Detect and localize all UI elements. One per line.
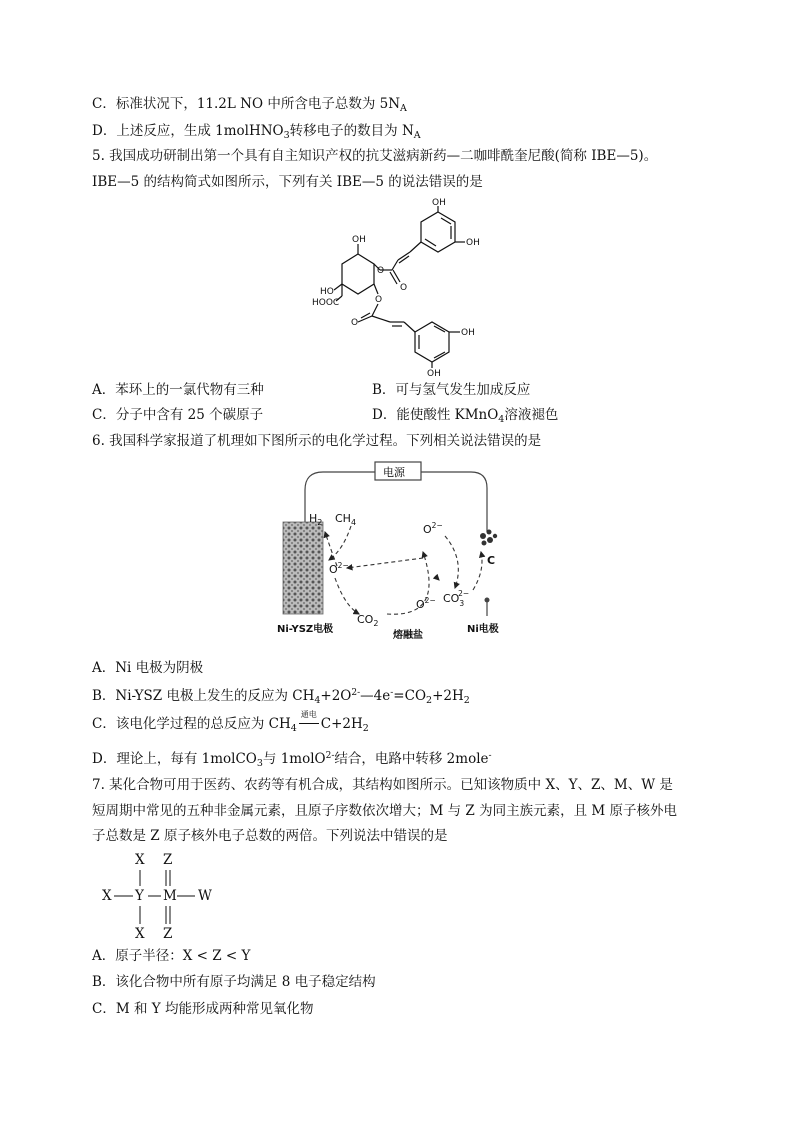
q5-stem-line2: IBE—5 的结构简式如图所示，下列有关 IBE—5 的说法错误的是 [92,174,483,190]
oh-label-top2: OH [466,238,480,248]
q7-stem-line1: 7. 某化合物可用于医药、农药等有机合成，其结构如图所示。已知该物质中 X、Y、Z、M、W 是 [92,777,673,793]
molten-salt-label: 熔融盐 [393,630,423,640]
atom-x-left: X [102,888,112,904]
q7-stem-line3: 子总数是 Z 原子核外电子总数的两倍。下列说法中错误的是 [92,828,448,844]
q7-option-c: C．M 和 Y 均能形成两种常见氧化物 [92,1001,314,1017]
q5-option-a: A．苯环上的一氯代物有三种 [92,382,264,398]
oh-label-ring: OH [352,235,366,245]
q4-option-c: C．标准状况下，11.2L NO 中所含电子总数为 $5N_A$ [92,96,407,114]
q6-option-b: B．Ni-YSZ 电极上发生的反应为 $CH_4+2O^{2-}—4e^-=CO_2+2H_2$ [92,688,470,706]
c-label: C [487,554,496,567]
atom-z-top: Z [163,852,173,868]
carbonyl-o-top: O [400,283,408,293]
o2-left-label: $O^{2-}$ [329,561,349,576]
q4-option-d: D．上述反应，生成 1molHNO$_3$转移电子的数目为 $N_A$ [92,123,421,141]
q7-structure [100,850,240,940]
o2-top-label: $O^{2-}$ [423,521,443,536]
power-label: 电源 [383,466,405,479]
oh-label-bot2: OH [427,369,441,376]
q6-stem: 6. 我国科学家报道了机理如下图所示的电化学过程。下列相关说法错误的是 [92,433,542,449]
o2-bottom-label: $O^{2-}$ [416,596,436,611]
q5-option-b: B．可与氢气发生加成反应 [372,382,531,398]
co3-label: $CO_32-$ [443,589,470,608]
atom-y: Y [135,888,144,904]
left-electrode-label: Ni-YSZ电极 [277,624,334,635]
right-electrode-label: Ni电极 [467,624,499,635]
carbon-deposit [480,530,497,546]
q7-bonds [100,850,240,940]
q5-stem-line1: 5. 我国成功研制出第一个具有自主知识产权的抗艾滋病新药—二咖啡酰奎尼酸(简称 IBE—5)。 [92,148,658,164]
q6-option-a: A．Ni 电极为阴极 [92,660,204,676]
ho-label-left: HO [320,287,334,297]
ni-ysz-electrode [283,522,323,614]
h2-label: $H_2$ [309,512,323,527]
atom-w: W [198,888,212,904]
atom-x-top: X [135,852,145,868]
q5-option-d: D．能使酸性 KMnO$_4$溶液褪色 [372,407,559,425]
q5-option-c: C．分子中含有 25 个碳原子 [92,407,264,423]
atom-x-bottom: X [135,926,145,942]
cooh-label: HOOC [312,298,340,308]
q7-stem-line2: 短周期中常见的五种非金属元素，且原子序数依次增大；M 与 Z 为同主族元素，且 M 原子核外电 [92,803,677,819]
atom-m: M [163,888,177,904]
q6-option-d: D．理论上，每有 1molCO$_3$与 1molO$^{2-}$结合，电路中转移 2mole- [92,751,492,769]
carbonyl-o-bottom: O [351,318,359,328]
ibe5-structure [300,198,500,376]
ester-o-bottom: O [375,295,383,305]
ester-o-top: O [377,266,385,276]
co2-label: $CO_2$ [357,613,379,628]
oh-label-bot1: OH [461,328,475,338]
q6-option-c: C．该电化学过程的总反应为 $CH_4$ 通电 $C+2H_2$ [92,710,369,734]
ch4-label: $CH_4$ [335,512,357,527]
electrochem-diagram [275,460,515,640]
q7-option-b: B．该化合物中所有原子均满足 8 电子稳定结构 [92,974,376,990]
atom-z-bottom: Z [163,926,173,942]
oh-label-top1: OH [432,198,446,208]
q7-option-a: A．原子半径：X < Z < Y [92,948,251,964]
